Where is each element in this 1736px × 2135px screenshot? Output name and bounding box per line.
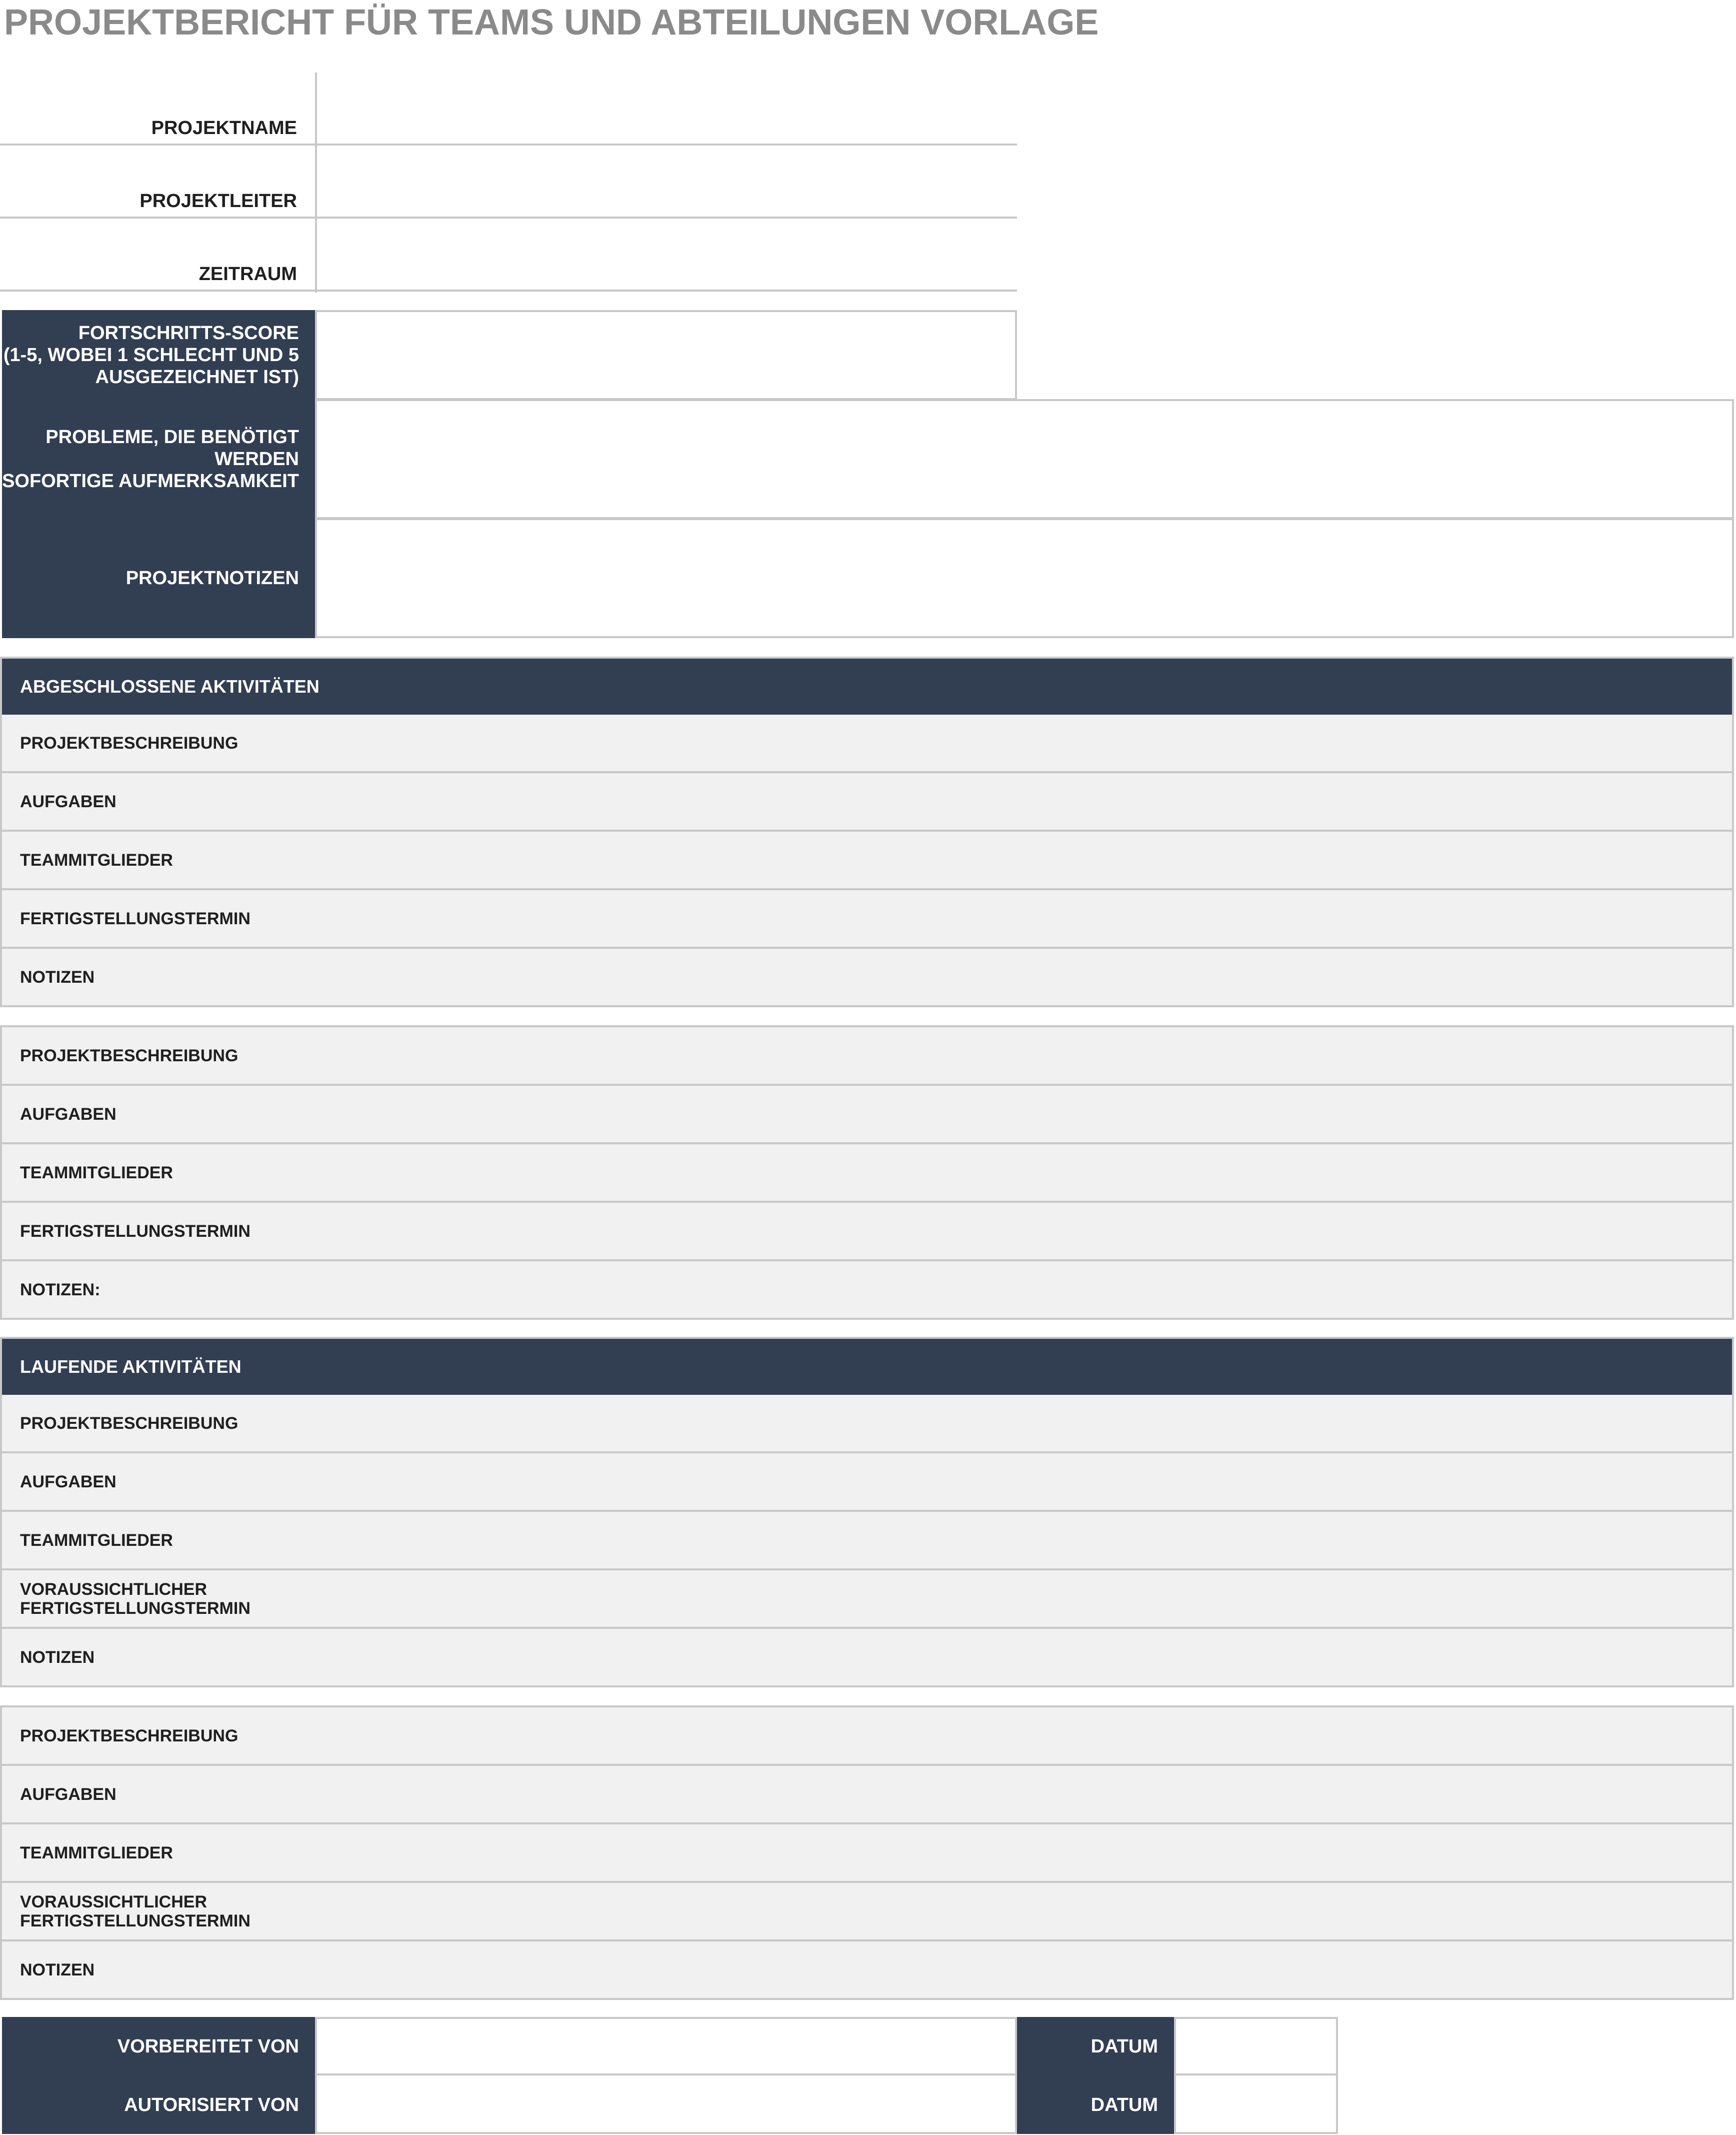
completed-1-notes-field[interactable]	[315, 949, 1734, 1007]
project-name-field[interactable]	[317, 73, 1017, 145]
completed-activities-header: ABGESCHLOSSENE AKTIVITÄTEN	[0, 657, 1734, 717]
completed-1-notes-label: NOTIZEN	[0, 949, 317, 1007]
authorized-by-label: AUTORISIERT VON	[2, 2075, 317, 2134]
ongoing-1-description-field[interactable]	[315, 1395, 1734, 1453]
completed-1-description-label: PROJEKTBESCHREIBUNG	[0, 715, 317, 773]
page-title: PROJEKTBERICHT FÜR TEAMS UND ABTEILUNGEN VORLAGE	[4, 3, 1099, 43]
ongoing-2-tasks-label: AUFGABEN	[0, 1766, 317, 1824]
ongoing-1-notes-label: NOTIZEN	[0, 1629, 317, 1687]
period-label: ZEITRAUM	[198, 264, 297, 285]
ongoing-1-notes-field[interactable]	[315, 1629, 1734, 1687]
date-label-2: DATUM	[1017, 2075, 1176, 2134]
ongoing-1-members-field[interactable]	[315, 1512, 1734, 1570]
period-field[interactable]	[317, 219, 1017, 291]
ongoing-1-description-label: PROJEKTBESCHREIBUNG	[0, 1395, 317, 1453]
completed-2-description-label: PROJEKTBESCHREIBUNG	[0, 1025, 317, 1086]
completed-2-members-field[interactable]	[315, 1144, 1734, 1203]
ongoing-activities-header: LAUFENDE AKTIVITÄTEN	[0, 1337, 1734, 1397]
ongoing-1-date-label: VORAUSSICHTLICHER FERTIGSTELLUNGSTERMIN	[0, 1570, 317, 1629]
prepared-by-label: VORBEREITET VON	[2, 2017, 317, 2075]
ongoing-2-date-label: VORAUSSICHTLICHER FERTIGSTELLUNGSTERMIN	[0, 1883, 317, 1941]
ongoing-2-notes-label: NOTIZEN	[0, 1941, 317, 2000]
issues-label: PROBLEME, DIE BENÖTIGT WERDEN SOFORTIGE AUFMERKSAMKEIT	[2, 399, 317, 519]
completed-1-members-field[interactable]	[315, 832, 1734, 890]
project-lead-field[interactable]	[317, 146, 1017, 218]
ongoing-2-description-label: PROJEKTBESCHREIBUNG	[0, 1705, 317, 1766]
completed-1-description-field[interactable]	[315, 715, 1734, 773]
ongoing-1-members-label: TEAMMITGLIEDER	[0, 1512, 317, 1570]
ongoing-2-notes-field[interactable]	[315, 1941, 1734, 2000]
completed-2-date-label: FERTIGSTELLUNGSTERMIN	[0, 1203, 317, 1261]
project-notes-field[interactable]	[315, 518, 1734, 638]
completed-2-notes-label: NOTIZEN:	[0, 1261, 317, 1320]
prepared-by-field[interactable]	[315, 2017, 1017, 2075]
completed-2-description-field[interactable]	[315, 1025, 1734, 1086]
issues-field[interactable]	[315, 399, 1734, 519]
ongoing-1-tasks-label: AUFGABEN	[0, 1453, 317, 1512]
ongoing-2-description-field[interactable]	[315, 1705, 1734, 1766]
project-lead-label: PROJEKTLEITER	[140, 191, 297, 212]
completed-2-date-field[interactable]	[315, 1203, 1734, 1261]
completed-2-notes-field[interactable]	[315, 1261, 1734, 1320]
completed-1-tasks-field[interactable]	[315, 773, 1734, 832]
completed-1-date-label: FERTIGSTELLUNGSTERMIN	[0, 890, 317, 949]
ongoing-1-tasks-field[interactable]	[315, 1453, 1734, 1512]
ongoing-2-date-field[interactable]	[315, 1883, 1734, 1941]
progress-score-label: FORTSCHRITTS-SCORE (1-5, WOBEI 1 SCHLECHT UND 5 AUSGEZEICHNET IST)	[2, 310, 317, 400]
ongoing-2-tasks-field[interactable]	[315, 1766, 1734, 1824]
completed-2-tasks-field[interactable]	[315, 1086, 1734, 1144]
date-field-2[interactable]	[1174, 2073, 1338, 2134]
ongoing-2-members-label: TEAMMITGLIEDER	[0, 1824, 317, 1883]
completed-1-date-field[interactable]	[315, 890, 1734, 949]
date-label-1: DATUM	[1017, 2017, 1176, 2075]
completed-1-tasks-label: AUFGABEN	[0, 773, 317, 832]
authorized-by-field[interactable]	[315, 2073, 1017, 2134]
completed-2-members-label: TEAMMITGLIEDER	[0, 1144, 317, 1203]
ongoing-1-date-field[interactable]	[315, 1570, 1734, 1629]
date-field-1[interactable]	[1174, 2017, 1338, 2075]
project-notes-label: PROJEKTNOTIZEN	[2, 518, 317, 638]
project-name-label: PROJEKTNAME	[151, 118, 297, 139]
period-underline	[0, 290, 1017, 292]
progress-score-field[interactable]	[315, 310, 1017, 400]
completed-1-members-label: TEAMMITGLIEDER	[0, 832, 317, 890]
completed-2-tasks-label: AUFGABEN	[0, 1086, 317, 1144]
ongoing-2-members-field[interactable]	[315, 1824, 1734, 1883]
